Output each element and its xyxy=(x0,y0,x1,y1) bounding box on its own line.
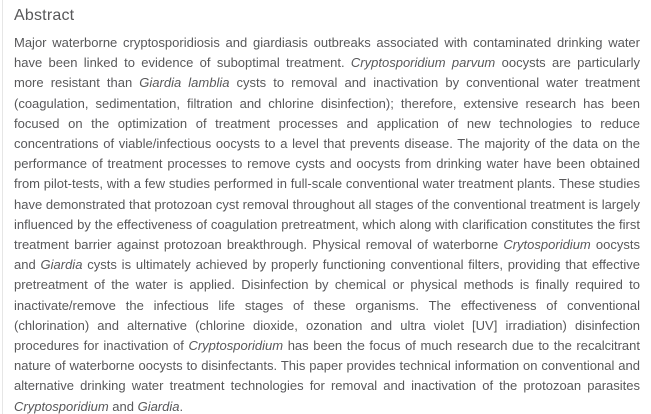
abstract-paragraph: Major waterborne cryptosporidiosis and giardiasis outbreaks associated with contaminated drinking water have been linked to evidence of suboptimal treatment. Cryptosporidium parvum oocysts are particularly more resistant than Giardia lamblia cysts to removal and inactivation by conventional water treatment (coagulation, sedimentation, filtration and chlorine disinfection); therefore, extensive research has been focused on the optimization of treatment processes and application of new technologies to reduce concentrations of viable/infectious oocysts to a level that prevents disease. The majority of the data on the performance of treatment processes to remove cysts and oocysts from drinking water have been obtained from pilot-tests, with a few studies performed in full-scale conventional water treatment plants. These studies have demonstrated that protozoan cyst removal throughout all stages of the conventional treatment is largely influenced by the effectiveness of coagulation pretreatment, which along with clarification constitutes the first treatment barrier against protozoan breakthrough. Physical removal of waterborne Crytosporidium oocysts and Giardia cysts is ultimately achieved by properly functioning conventional filters, providing that effective pretreatment of the water is applied. Disinfection by chemical or physical methods is finally required to inactivate/remove the infectious life stages of these organisms. The effectiveness of conventional (chlorination) and alternative (chlorine dioxide, ozonation and ultra violet [UV] irradiation) disinfection procedures for inactivation of Cryptosporidium has been the focus of much research due to the recalcitrant nature of waterborne oocysts to disinfectants. This paper provides technical information on conventional and alternative drinking water treatment technologies for removal and inactivation of the protozoan parasites Cryptosporidium and Giardia. xyxy=(14,35,641,414)
left-border-line xyxy=(2,0,3,414)
abstract-heading: Abstract xyxy=(14,7,75,24)
